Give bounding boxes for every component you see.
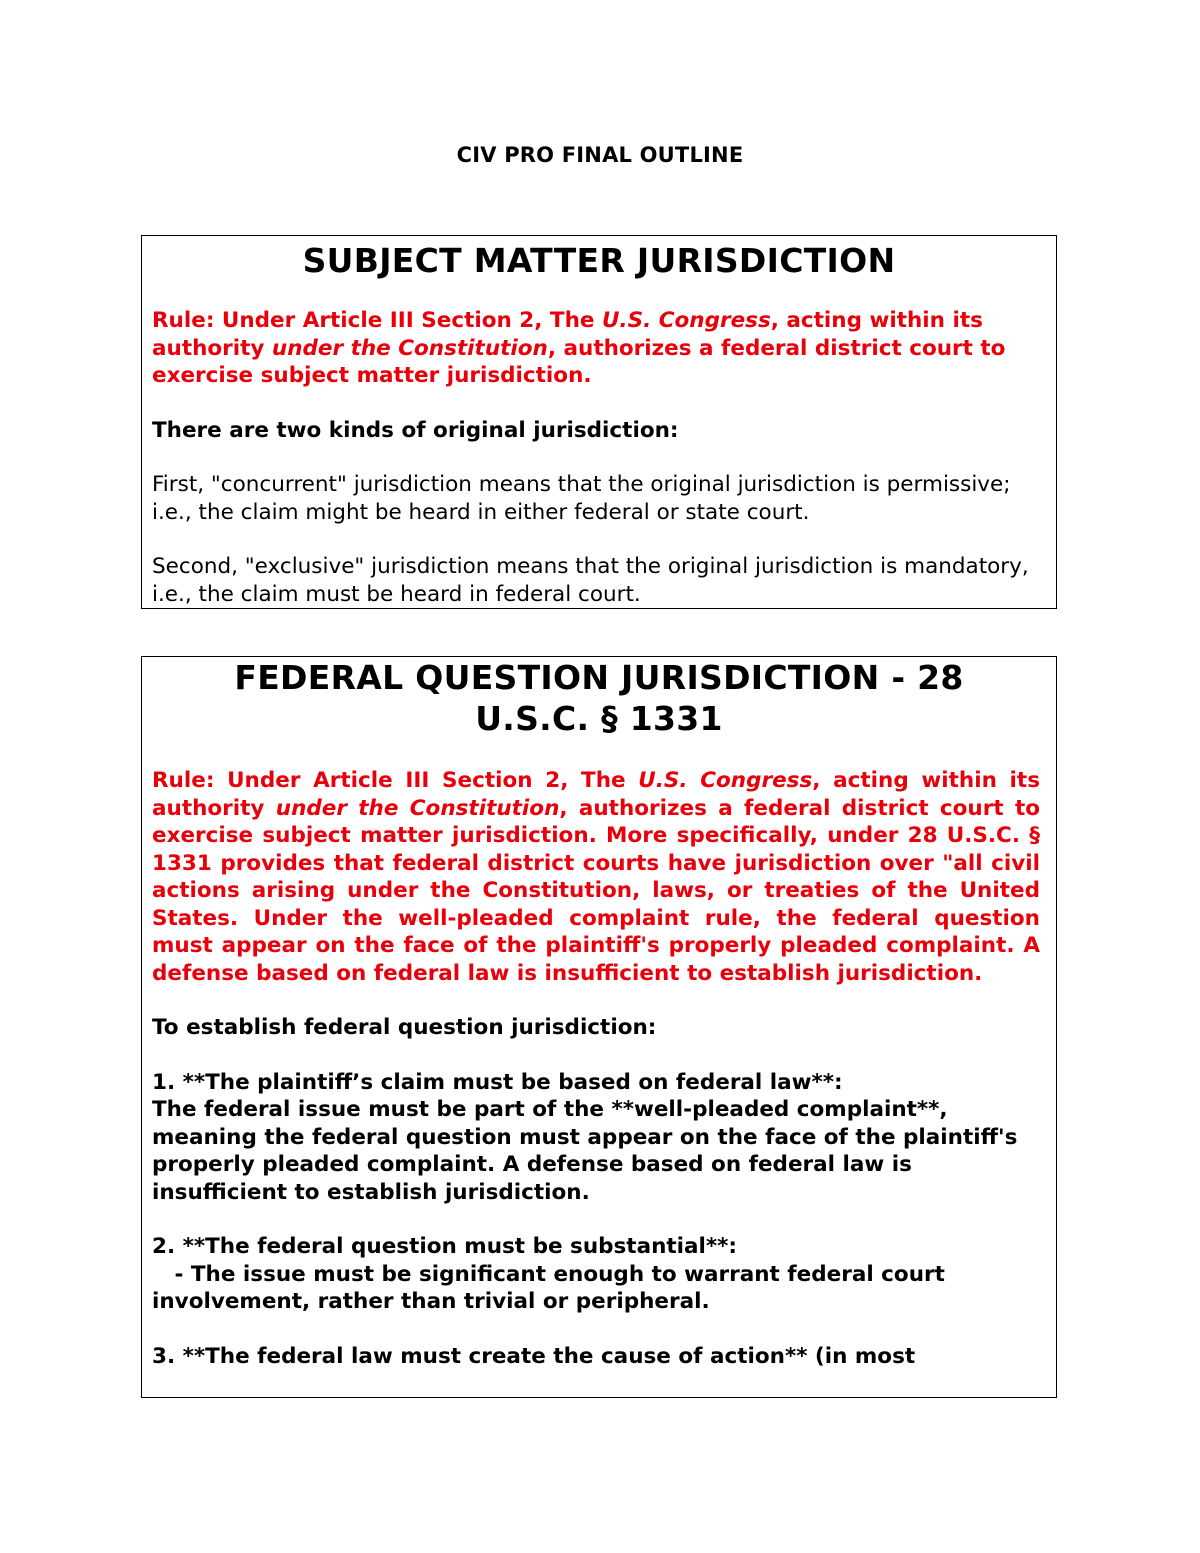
- rule-text: , acting within its authority: [152, 768, 1040, 821]
- rule-text: Rule: Under Article III Section 2, The: [152, 768, 639, 793]
- kinds-intro: There are two kinds of original jurisdiction:: [152, 417, 679, 443]
- section-heading: SUBJECT MATTER JURISDICTION: [302, 241, 896, 280]
- section-heading: [142, 657, 1056, 739]
- exclusive-paragraph: Second, "exclusive" jurisdiction means that the original jurisdiction is mandatory, i.e., the claim must be heard in federal court.: [152, 554, 1029, 607]
- list-item-2: [152, 1233, 1040, 1316]
- rule-paragraph: [152, 307, 1040, 390]
- federal-question-jurisdiction-box: [141, 656, 1057, 1398]
- rule-italic-congress: U.S. Congress: [601, 308, 771, 333]
- list-item-body: The federal issue must be part of the **well-pleaded complaint**, meaning the federal question must appear on the face of the plaintiff's properly pleaded complaint. A defense based on federal law is insufficient to establish jurisdiction.: [152, 1097, 1018, 1205]
- rule-text: , authorizes a federal district court to exercise subject matter jurisdiction. More specifically, under 28 U.S.C. § 1331 provides that federal district courts have jurisdiction over "all civil actions arising under the Constitution, laws, or treaties of the United States. Under the well-pleaded complaint rule, the federal question must appear on the face of the plaintiff's properly pleaded complaint. A defense based on federal law is insufficient to establish jurisdiction.: [152, 795, 1040, 986]
- list-item-1: [152, 1069, 1040, 1207]
- document-title: CIV PRO FINAL OUTLINE: [456, 143, 744, 167]
- list-item-title: 2. **The federal question must be substantial**:: [152, 1234, 738, 1259]
- rule-text: Rule: Under Article III Section 2, The: [152, 308, 602, 333]
- list-item-3: 3. **The federal law must create the cause of action** (in most: [152, 1343, 916, 1369]
- rule-italic-constitution: under the Constitution: [275, 795, 560, 821]
- heading-line-2: U.S.C. § 1331: [475, 699, 723, 738]
- rule-italic-congress: U.S. Congress: [638, 768, 813, 793]
- list-item-title: 1. **The plaintiff’s claim must be based on federal law**:: [152, 1069, 843, 1095]
- rule-text: , authorizes a federal district court to exercise subject matter jurisdiction.: [152, 335, 1006, 388]
- rule-italic-constitution: under the Constitution: [271, 335, 548, 361]
- rule-text: , acting within its authority: [152, 308, 983, 361]
- list-item-body: - The issue must be significant enough to warrant federal court involvement, rather than trivial or peripheral.: [152, 1261, 953, 1314]
- concurrent-paragraph: First, "concurrent" jurisdiction means that the original jurisdiction is permissive; i.e., the claim might be heard in either federal or state court.: [152, 472, 1011, 525]
- subject-matter-jurisdiction-box: [141, 235, 1057, 609]
- heading-line-1: FEDERAL QUESTION JURISDICTION - 28: [234, 658, 964, 697]
- rule-paragraph: [152, 767, 1040, 987]
- establish-intro: To establish federal question jurisdiction:: [152, 1015, 657, 1040]
